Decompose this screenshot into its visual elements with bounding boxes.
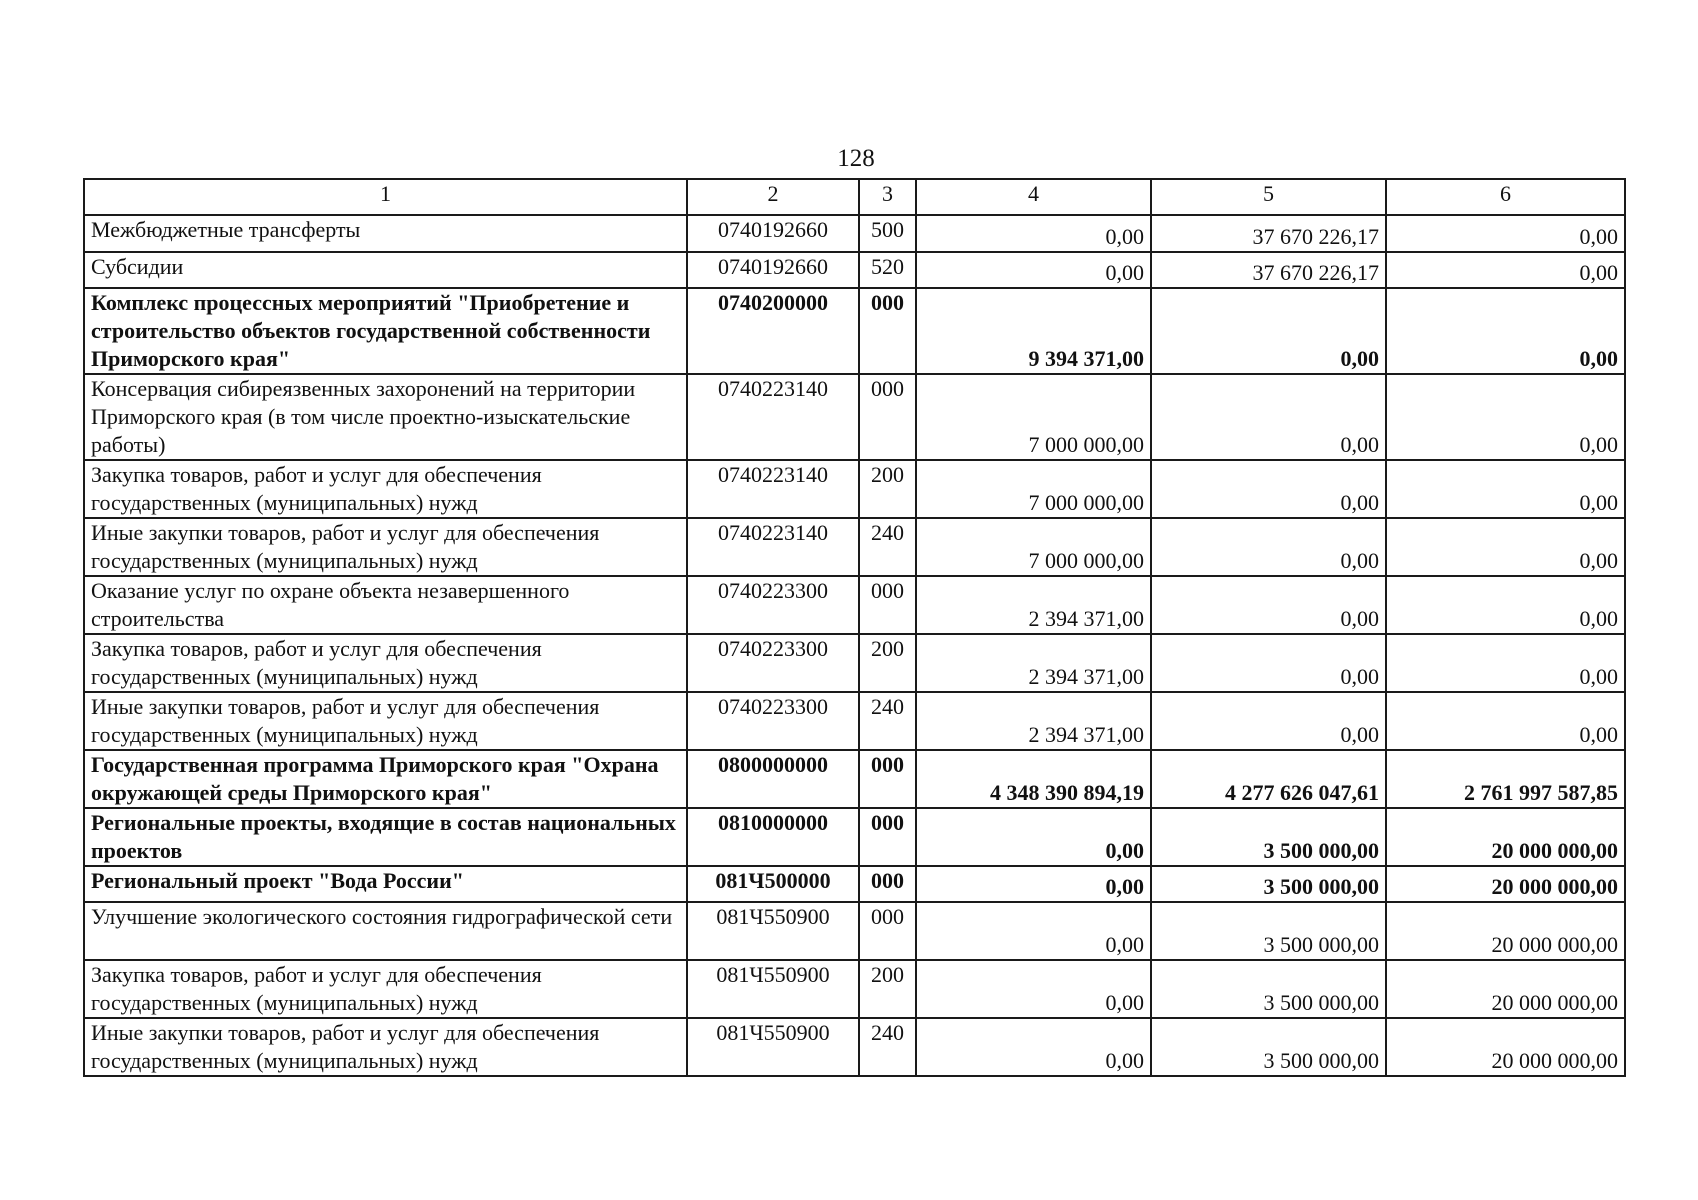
row-expense-type: 240	[859, 1018, 916, 1076]
row-expense-type: 240	[859, 692, 916, 750]
table-row	[84, 374, 1625, 460]
row-value-3: 20 000 000,00	[1386, 1018, 1625, 1076]
table-row	[84, 960, 1625, 1018]
column-header-1: 1	[84, 179, 687, 215]
row-code: 081Ч550900	[687, 960, 859, 1018]
table-row	[84, 576, 1625, 634]
table-row	[84, 750, 1625, 808]
row-value-1: 2 394 371,00	[916, 634, 1151, 692]
row-value-3: 0,00	[1386, 215, 1625, 252]
row-value-2: 4 277 626 047,61	[1151, 750, 1386, 808]
row-expense-type: 000	[859, 808, 916, 866]
table-row	[84, 1018, 1625, 1076]
row-value-2: 3 500 000,00	[1151, 960, 1386, 1018]
row-code: 0740223140	[687, 518, 859, 576]
row-name: Субсидии	[84, 252, 687, 288]
page-number: 128	[837, 145, 875, 172]
row-value-1: 0,00	[916, 215, 1151, 252]
row-value-1: 0,00	[916, 960, 1151, 1018]
row-value-1: 9 394 371,00	[916, 288, 1151, 374]
row-value-1: 0,00	[916, 252, 1151, 288]
header-row	[84, 179, 1625, 215]
row-value-1: 7 000 000,00	[916, 460, 1151, 518]
table-body	[84, 215, 1625, 1076]
row-expense-type: 200	[859, 960, 916, 1018]
column-header-2: 2	[687, 179, 859, 215]
row-code: 081Ч550900	[687, 1018, 859, 1076]
row-code: 0740223300	[687, 634, 859, 692]
row-code: 0740192660	[687, 215, 859, 252]
row-expense-type: 200	[859, 634, 916, 692]
table-row	[84, 288, 1625, 374]
row-code: 0800000000	[687, 750, 859, 808]
column-header-4: 4	[916, 179, 1151, 215]
row-name: Межбюджетные трансферты	[84, 215, 687, 252]
column-header-6: 6	[1386, 179, 1625, 215]
row-value-2: 3 500 000,00	[1151, 866, 1386, 902]
row-expense-type: 000	[859, 374, 916, 460]
table-row	[84, 518, 1625, 576]
row-name: Закупка товаров, работ и услуг для обеспечения государственных (муниципальных) нужд	[84, 634, 687, 692]
row-name: Комплекс процессных мероприятий "Приобретение и строительство объектов государственной собственности Приморского края"	[84, 288, 687, 374]
table-row	[84, 902, 1625, 960]
row-value-3: 20 000 000,00	[1386, 960, 1625, 1018]
row-name: Улучшение экологического состояния гидрографической сети	[84, 902, 687, 960]
row-value-2: 3 500 000,00	[1151, 902, 1386, 960]
row-name: Оказание услуг по охране объекта незавершенного строительства	[84, 576, 687, 634]
row-value-3: 0,00	[1386, 634, 1625, 692]
table-row	[84, 215, 1625, 252]
table-row	[84, 808, 1625, 866]
row-value-1: 2 394 371,00	[916, 692, 1151, 750]
row-code: 0740223140	[687, 374, 859, 460]
row-value-2: 3 500 000,00	[1151, 808, 1386, 866]
row-value-2: 37 670 226,17	[1151, 252, 1386, 288]
row-expense-type: 500	[859, 215, 916, 252]
row-code: 0740223300	[687, 576, 859, 634]
row-value-3: 20 000 000,00	[1386, 808, 1625, 866]
row-value-1: 0,00	[916, 1018, 1151, 1076]
row-value-3: 0,00	[1386, 288, 1625, 374]
row-name: Иные закупки товаров, работ и услуг для обеспечения государственных (муниципальных) нужд	[84, 1018, 687, 1076]
row-value-1: 0,00	[916, 902, 1151, 960]
row-expense-type: 520	[859, 252, 916, 288]
row-value-2: 0,00	[1151, 692, 1386, 750]
row-expense-type: 000	[859, 902, 916, 960]
row-name: Региональные проекты, входящие в состав национальных проектов	[84, 808, 687, 866]
row-value-3: 0,00	[1386, 518, 1625, 576]
row-code: 0810000000	[687, 808, 859, 866]
table-row	[84, 634, 1625, 692]
column-header-3: 3	[859, 179, 916, 215]
row-value-3: 0,00	[1386, 576, 1625, 634]
row-code: 0740200000	[687, 288, 859, 374]
row-value-2: 3 500 000,00	[1151, 1018, 1386, 1076]
row-name: Государственная программа Приморского края "Охрана окружающей среды Приморского края"	[84, 750, 687, 808]
row-name: Консервация сибиреязвенных захоронений на территории Приморского края (в том числе проектно-изыскательские работы)	[84, 374, 687, 460]
row-value-3: 0,00	[1386, 460, 1625, 518]
row-value-1: 4 348 390 894,19	[916, 750, 1151, 808]
row-value-3: 0,00	[1386, 252, 1625, 288]
budget-table	[83, 178, 1626, 1077]
row-value-2: 0,00	[1151, 288, 1386, 374]
row-value-1: 2 394 371,00	[916, 576, 1151, 634]
row-value-2: 0,00	[1151, 374, 1386, 460]
row-value-2: 0,00	[1151, 576, 1386, 634]
row-expense-type: 200	[859, 460, 916, 518]
row-value-1: 7 000 000,00	[916, 518, 1151, 576]
row-value-3: 2 761 997 587,85	[1386, 750, 1625, 808]
row-name: Региональный проект "Вода России"	[84, 866, 687, 902]
table-header	[84, 179, 1625, 215]
row-value-3: 0,00	[1386, 374, 1625, 460]
row-expense-type: 000	[859, 288, 916, 374]
row-value-3: 0,00	[1386, 692, 1625, 750]
row-value-2: 0,00	[1151, 460, 1386, 518]
row-expense-type: 000	[859, 866, 916, 902]
table-row	[84, 692, 1625, 750]
row-value-1: 0,00	[916, 808, 1151, 866]
row-value-3: 20 000 000,00	[1386, 866, 1625, 902]
row-name: Иные закупки товаров, работ и услуг для обеспечения государственных (муниципальных) нужд	[84, 692, 687, 750]
row-name: Закупка товаров, работ и услуг для обеспечения государственных (муниципальных) нужд	[84, 460, 687, 518]
row-value-1: 0,00	[916, 866, 1151, 902]
row-name: Иные закупки товаров, работ и услуг для обеспечения государственных (муниципальных) нужд	[84, 518, 687, 576]
row-code: 0740223140	[687, 460, 859, 518]
row-code: 081Ч550900	[687, 902, 859, 960]
table-row	[84, 252, 1625, 288]
row-value-2: 0,00	[1151, 518, 1386, 576]
row-expense-type: 000	[859, 576, 916, 634]
row-expense-type: 240	[859, 518, 916, 576]
row-code: 0740192660	[687, 252, 859, 288]
column-header-5: 5	[1151, 179, 1386, 215]
row-value-1: 7 000 000,00	[916, 374, 1151, 460]
table-row	[84, 866, 1625, 902]
table-row	[84, 460, 1625, 518]
row-name: Закупка товаров, работ и услуг для обеспечения государственных (муниципальных) нужд	[84, 960, 687, 1018]
row-value-2: 0,00	[1151, 634, 1386, 692]
row-code: 081Ч500000	[687, 866, 859, 902]
row-value-3: 20 000 000,00	[1386, 902, 1625, 960]
row-value-2: 37 670 226,17	[1151, 215, 1386, 252]
row-expense-type: 000	[859, 750, 916, 808]
row-code: 0740223300	[687, 692, 859, 750]
